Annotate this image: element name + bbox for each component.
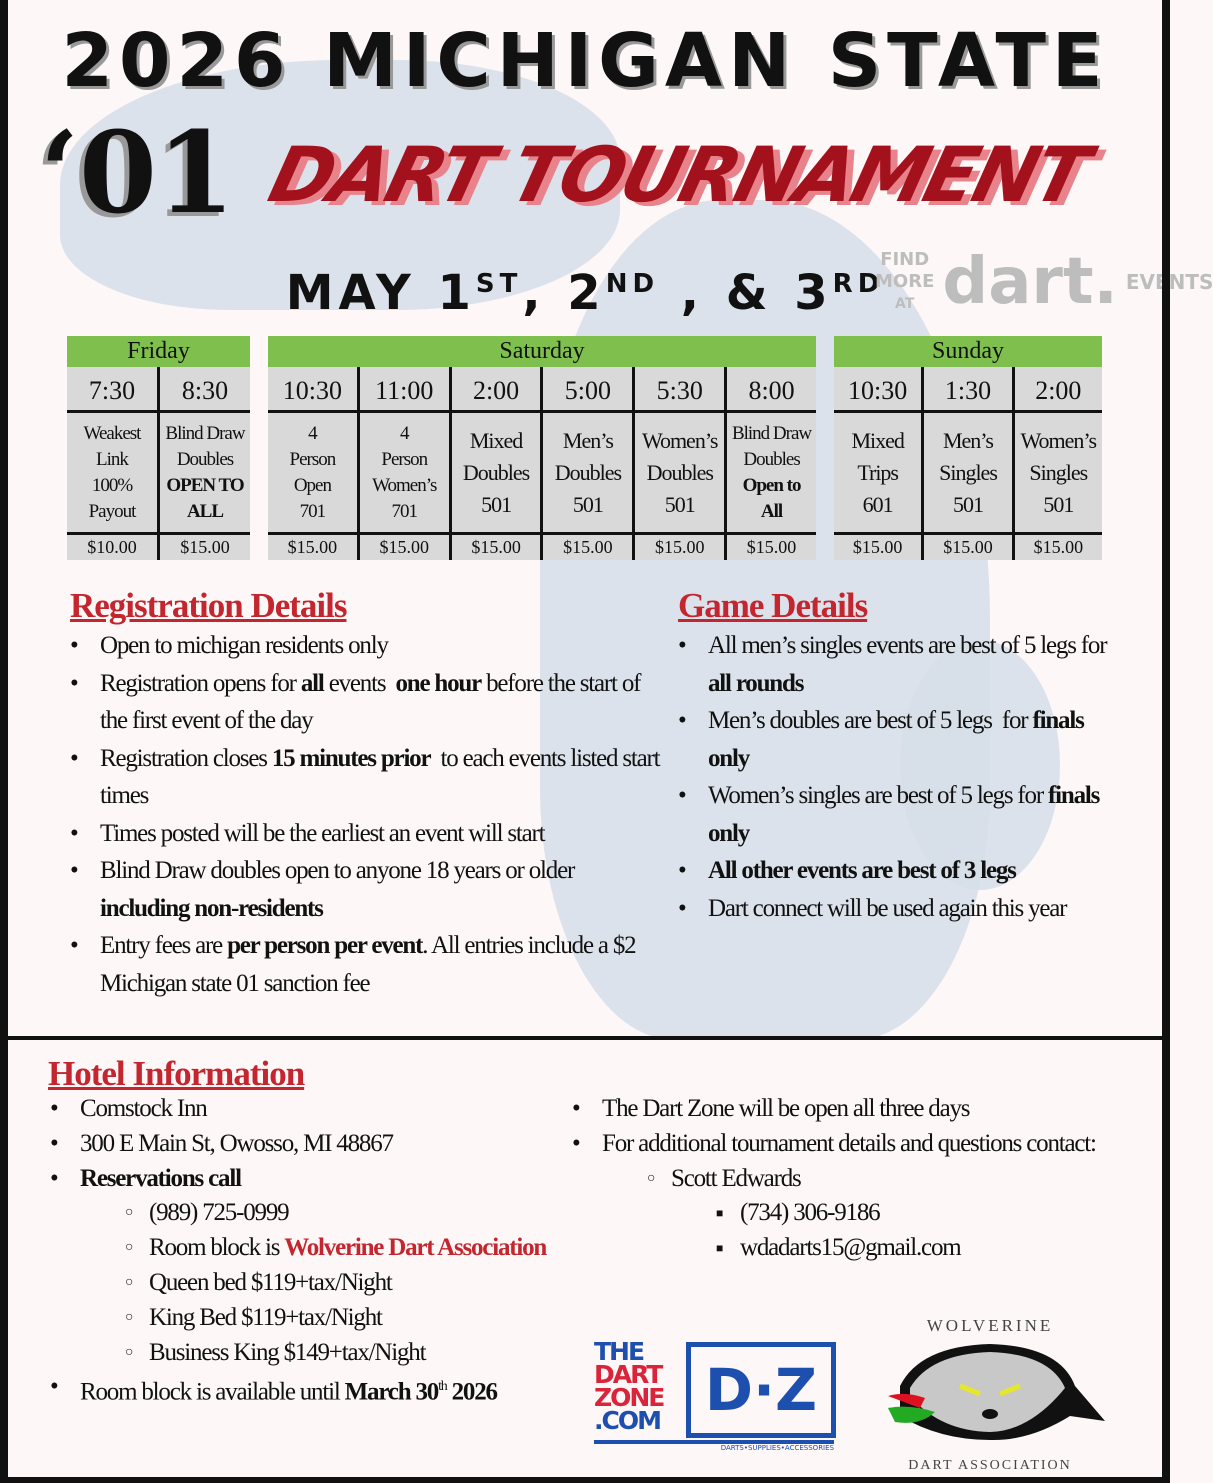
event-price: $15.00 — [379, 537, 429, 557]
hotel-phone[interactable]: ○ (989) 725-0999 — [125, 1196, 560, 1231]
event-line: ALL — [186, 500, 224, 522]
title-01: ‘01 — [40, 108, 235, 239]
event-time: 8:00 — [727, 367, 816, 413]
event-line: 4 — [399, 422, 409, 444]
event-column — [724, 367, 816, 560]
event-column — [1012, 367, 1102, 560]
event-line: 100% — [91, 474, 133, 496]
registration-heading: Registration Details — [70, 586, 347, 625]
list-item: • Entry fees are per person per event. All entries include a $2 Michigan state 01 sanction fee — [70, 927, 660, 1002]
event-line: Link — [96, 448, 128, 470]
event-column — [834, 367, 921, 560]
hotel-list — [50, 1092, 560, 1411]
event-time: 10:30 — [834, 367, 921, 413]
contact-phone[interactable]: ■ (734) 306-9186 — [716, 1196, 1102, 1231]
event-line: Person — [381, 448, 428, 470]
event-line: All — [760, 500, 783, 522]
dart-events-watermark — [875, 236, 1213, 328]
event-line: Blind Draw — [165, 422, 245, 444]
event-price: $15.00 — [471, 537, 521, 557]
schedule-saturday — [268, 336, 816, 560]
event-column — [540, 367, 632, 560]
event-line: Trips — [857, 459, 898, 485]
contact-email[interactable]: ■ wdadarts15@gmail.com — [716, 1231, 1102, 1266]
section-divider — [0, 1036, 1170, 1040]
event-line: OPEN TO — [166, 474, 244, 496]
event-name — [452, 413, 541, 535]
event-time: 1:30 — [924, 367, 1011, 413]
wolverine-logo: WOLVERINE DART ASSOCIATION — [875, 1316, 1105, 1476]
contact-name: ○ Scott Edwards ■ (734) 306-9186 ■ wdadarts15@gmail.com — [647, 1162, 1102, 1266]
event-price: $15.00 — [1033, 537, 1084, 557]
room-rate: ○ King Bed $119+tax/Night — [125, 1301, 560, 1336]
event-line: Person — [289, 448, 336, 470]
event-column — [921, 367, 1011, 560]
event-price: $15.00 — [563, 537, 613, 557]
event-price: $15.00 — [746, 537, 797, 557]
event-line: Doubles — [646, 459, 713, 485]
wolverine-mascot-icon — [880, 1336, 1100, 1441]
event-line: Open to — [742, 474, 801, 496]
event-price: $10.00 — [87, 537, 137, 557]
event-price: $15.00 — [654, 537, 705, 557]
list-item: • For additional tournament details and questions contact: ○ Scott Edwards ■ (734) 306-9186 ■ wdadarts15@gmail.com — [572, 1127, 1102, 1266]
event-column — [67, 367, 157, 560]
hotel-name: • Comstock Inn — [50, 1092, 560, 1127]
event-time: 2:00 — [1015, 367, 1102, 413]
event-column — [449, 367, 541, 560]
room-rate: ○ Queen bed $119+tax/Night — [125, 1266, 560, 1301]
event-name — [834, 413, 921, 535]
list-item: • Blind Draw doubles open to anyone 18 years or older including non-residents — [70, 852, 660, 927]
list-item: • All men’s singles events are best of 5 legs for all rounds — [678, 627, 1108, 702]
event-line: Singles — [939, 459, 997, 485]
event-column — [357, 367, 449, 560]
event-column — [268, 367, 357, 560]
game-details-list — [678, 627, 1108, 927]
dart-zone-logo: THE DART ZONE .COM D·Z DARTS•SUPPLIES•ACCESSORIES — [594, 1337, 834, 1452]
event-time: 5:30 — [635, 367, 724, 413]
event-name — [635, 413, 724, 535]
event-line: 701 — [299, 500, 326, 522]
event-line: Mixed — [469, 427, 523, 453]
event-line: Men’s — [562, 427, 613, 453]
list-item: • All other events are best of 3 legs — [678, 852, 1108, 890]
event-time: 7:30 — [67, 367, 157, 413]
list-item: • Registration closes 15 minutes prior to each events listed start times — [70, 740, 660, 815]
reservations: • Reservations call ○ (989) 725-0999 ○ Room block is Wolverine Dart Association ○ Queen bed $119+tax/Night ○ King Bed $119+tax/Night ○ Business King $149+tax/Night — [50, 1162, 560, 1371]
watermark-brand: dart. — [942, 245, 1118, 319]
contact-list — [572, 1092, 1102, 1266]
title-line: 2026 MICHIGAN STATE — [61, 18, 1109, 104]
schedule-sunday — [834, 336, 1102, 560]
list-item: • Dart connect will be used again this year — [678, 890, 1108, 928]
event-name — [160, 413, 250, 535]
event-line: 501 — [1043, 491, 1074, 517]
event-time: 11:00 — [360, 367, 449, 413]
event-name — [543, 413, 632, 535]
event-name — [924, 413, 1011, 535]
title-dart-tournament: DART TOURNAMENT — [260, 130, 1096, 219]
event-name — [67, 413, 157, 535]
event-line: Open — [293, 474, 331, 496]
event-line: Doubles — [176, 448, 234, 470]
event-name — [727, 413, 816, 535]
room-rate: ○ Business King $149+tax/Night — [125, 1336, 560, 1371]
event-line: Payout — [88, 500, 136, 522]
hotel-heading: Hotel Information — [48, 1054, 305, 1093]
event-column — [157, 367, 250, 560]
event-price: $15.00 — [180, 537, 230, 557]
registration-list — [70, 627, 660, 1002]
watermark-caption: FIND MORE AT — [875, 249, 935, 312]
event-line: Women’s — [372, 474, 437, 496]
event-price: $15.00 — [287, 537, 338, 557]
hotel-address: • 300 E Main St, Owosso, MI 48867 — [50, 1127, 560, 1162]
event-line: 4 — [308, 422, 317, 444]
event-line: 601 — [862, 491, 893, 517]
event-line: Men’s — [942, 427, 993, 453]
list-item: • Times posted will be the earliest an event will start — [70, 815, 660, 853]
day-header: Sunday — [834, 336, 1102, 367]
event-line: 501 — [481, 491, 512, 517]
event-time: 8:30 — [160, 367, 250, 413]
event-name — [360, 413, 449, 535]
list-item: • Men’s doubles are best of 5 legs for finals only — [678, 702, 1108, 777]
event-line: Singles — [1029, 459, 1088, 485]
event-line: 501 — [952, 491, 983, 517]
event-line: Doubles — [743, 448, 800, 470]
event-line: Mixed — [851, 427, 904, 453]
event-name — [1015, 413, 1102, 535]
list-item: • Women’s singles are best of 5 legs for finals only — [678, 777, 1108, 852]
game-details-heading: Game Details — [678, 586, 868, 625]
event-dates: MAY 1ST, 2ND , & 3RD — [285, 265, 885, 321]
watermark-sub: EVENTS — [1125, 270, 1213, 294]
event-line: Doubles — [554, 459, 622, 485]
event-line: Weakest — [83, 422, 141, 444]
day-header: Saturday — [268, 336, 816, 367]
event-time: 5:00 — [543, 367, 632, 413]
event-line: Women’s — [641, 427, 718, 453]
list-item: • Open to michigan residents only — [70, 627, 660, 665]
day-header: Friday — [67, 336, 250, 367]
schedule-friday — [67, 336, 250, 560]
list-item: • The Dart Zone will be open all three days — [572, 1092, 1102, 1127]
event-time: 2:00 — [452, 367, 541, 413]
event-time: 10:30 — [268, 367, 357, 413]
room-block: ○ Room block is Wolverine Dart Association — [125, 1231, 560, 1266]
event-price: $15.00 — [943, 537, 993, 557]
event-line: 501 — [572, 491, 603, 517]
event-price: $15.00 — [852, 537, 903, 557]
event-line: 501 — [664, 491, 695, 517]
event-name — [268, 413, 357, 535]
event-line: Doubles — [462, 459, 530, 485]
event-line: Women’s — [1020, 427, 1097, 453]
room-block-deadline: • Room block is available until March 30th 2026 — [50, 1370, 560, 1410]
event-column — [632, 367, 724, 560]
list-item: • Registration opens for all events one hour before the start of the first event of the day — [70, 665, 660, 740]
event-line: 701 — [391, 500, 417, 522]
event-line: Blind Draw — [731, 422, 812, 444]
